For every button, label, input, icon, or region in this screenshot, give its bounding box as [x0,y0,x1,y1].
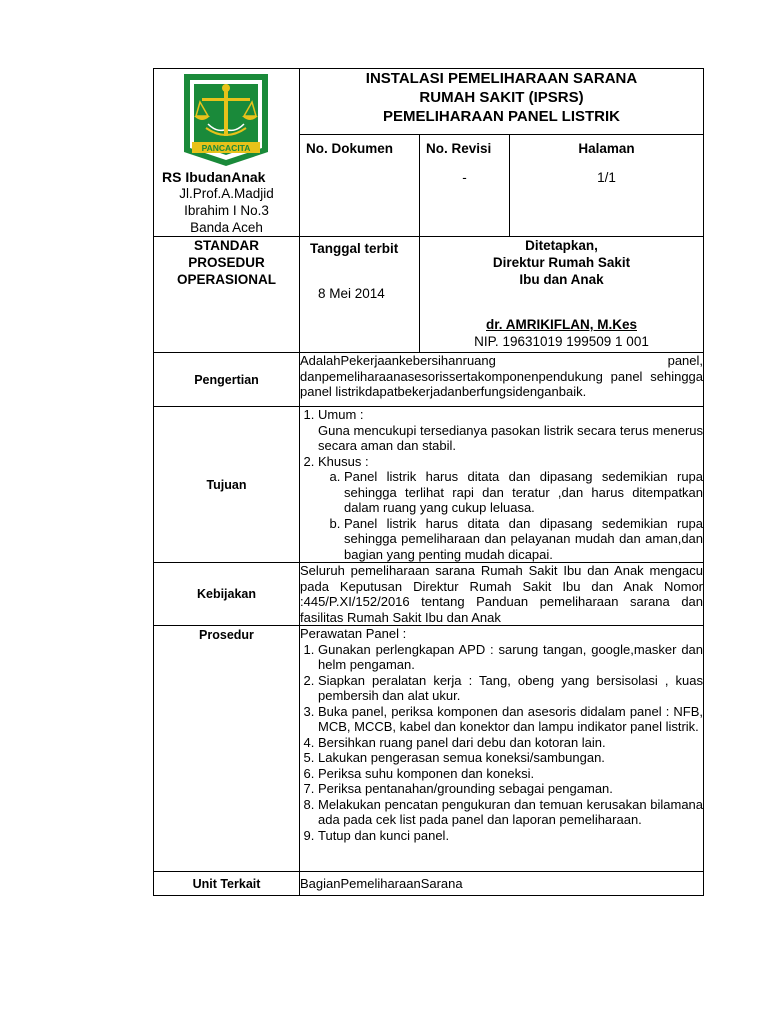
list-item: 6. Periksa suhu komponen dan koneksi. [318,766,703,782]
hospital-name: RS IbudanAnak [162,169,266,185]
list-item: b. Panel listrik harus ditata dan dipasang sedemikian rupa sehingga pemeliharaan dan pelayanan mudah dan aman,dan bagian yang penting mudah dicapai. [344,516,703,563]
kebijakan-label: Kebijakan [154,563,300,626]
list-item: 5. Lakukan pengerasan semua koneksi/sambungan. [318,750,703,766]
pengertian-label: Pengertian [154,353,300,407]
unit-terkait-label: Unit Terkait [154,872,300,896]
no-dokumen-cell: No. Dokumen [300,135,420,237]
list-item: 1. Gunakan perlengkapan APD : sarung tangan, google,masker dan helm pengaman. [318,642,703,673]
kebijakan-text: Seluruh pemeliharaan sarana Rumah Sakit Ibu dan Anak mengacu pada Keputusan Direktur Rumah Sakit Ibu dan Anak Nomor :445/P.XI/152/2016 tentang Panduan pemeliharaan sarana dan fasilitas Rumah Sakit Ibu dan Anak [300,563,704,625]
no-revisi-cell: No. Revisi - [420,135,510,237]
prosedur-steps [300,642,703,844]
list-item: 8. Melakukan pencatan pengukuran dan temuan kerusakan bilamana ada pada cek list pada panel dan laporan pemeliharaan. [318,797,703,828]
pancacita-emblem-icon [178,72,274,168]
prosedur-text: Perawatan Panel : 1. Gunakan perlengkapan APD : sarung tangan, google,masker dan helm pengaman. 2. Siapkan peralatan kerja : Tang, obeng yang bersisolasi , kuas pembersih dan alat ukur. 3. Buka panel, periksa komponen dan asesoris didalam panel : NFB, MCB, MCCB, kabel dan konektor dan lampu indikator panel listrik. 4. Bersihkan ruang panel dari debu dan kotoran lain. 5. Lakukan pengerasan semua koneksi/sambungan. 6. Periksa suhu komponen dan koneksi. 7. Periksa pentanahan/grounding sebagai pengaman. 8. Melakukan pencatan pengukuran dan temuan kerusakan bilamana ada pada cek list pada panel dan laporan pemeliharaan. 9. Tutup dan kunci panel. [300,626,704,872]
sop-table [153,68,704,896]
director-name: dr. AMRIKIFLAN, M.Kes [486,317,638,332]
ditetapkan-cell: Ditetapkan, Direktur Rumah Sakit Ibu dan Anak dr. AMRIKIFLAN, M.Kes NIP. 19631019 199509 1 001 [420,237,704,353]
list-item: 1. Umum : Guna mencukupi tersedianya pasokan listrik secara terus menerus secara aman dan stabil. [318,407,703,454]
list-item: 9. Tutup dan kunci panel. [318,828,703,844]
tujuan-list [300,407,703,562]
list-item: 2. Siapkan peralatan kerja : Tang, obeng yang bersisolasi , kuas pembersih dan alat ukur. [318,673,703,704]
hospital-address: Jl.Prof.A.Madjid Ibrahim I No.3 Banda Aceh [179,186,274,235]
document-title: INSTALASI PEMELIHARAAN SARANA RUMAH SAKIT (IPSRS) PEMELIHARAAN PANEL LISTRIK [300,69,704,135]
unit-terkait-text: BagianPemeliharaanSarana [300,872,704,896]
hospital-logo [154,69,299,169]
hospital-cell [154,69,300,237]
sop-label: STANDAR PROSEDUR OPERASIONAL [154,237,300,353]
tujuan-text [300,407,704,563]
tanggal-terbit-cell: Tanggal terbit 8 Mei 2014 [300,237,420,353]
prosedur-label: Prosedur [154,626,300,872]
halaman-cell: Halaman 1/1 [510,135,704,237]
tujuan-label: Tujuan [154,407,300,563]
list-item: 4. Bersihkan ruang panel dari debu dan kotoran lain. [318,735,703,751]
pengertian-text: AdalahPekerjaankebersihanruang panel, danpemeliharaanasesorissertakomponenpendukung panel sehingga panel listrikdapatbekerjadanberfungsidenganbaik. [300,353,704,407]
list-item: 2. Khusus : a. Panel listrik harus ditata dan dipasang sedemikian rupa sehingga terlihat rapi dan teratur ,dan harus ditempatkan dalam ruang yang cukup leluasa. b. Panel listrik harus ditata dan dipasang sedemikian rupa sehingga pemeliharaan dan pelayanan mudah dan aman,dan bagian yang penting mudah dicapai. [318,454,703,563]
list-item: a. Panel listrik harus ditata dan dipasang sedemikian rupa sehingga terlihat rapi dan teratur ,dan harus ditempatkan dalam ruang yang cukup leluasa. [344,469,703,516]
director-nip: NIP. 19631019 199509 1 001 [474,334,649,349]
list-item: 7. Periksa pentanahan/grounding sebagai pengaman. [318,781,703,797]
list-item: 3. Buka panel, periksa komponen dan asesoris didalam panel : NFB, MCB, MCCB, kabel dan konektor dan lampu indikator panel listrik. [318,704,703,735]
svg-text:PANCACITA: PANCACITA [201,143,251,153]
khusus-list [318,469,703,562]
